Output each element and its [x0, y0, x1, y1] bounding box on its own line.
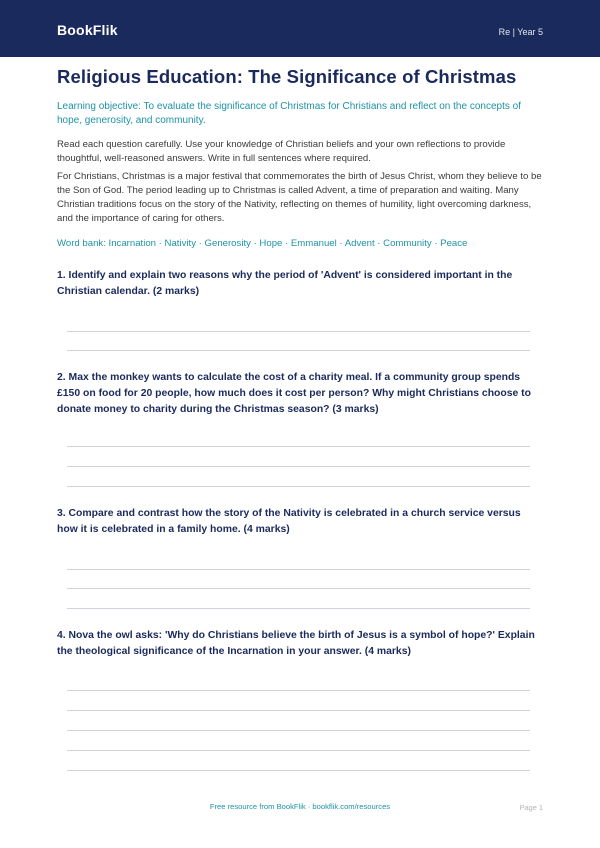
- header-bar: [0, 0, 600, 57]
- answer-line[interactable]: [67, 466, 530, 467]
- subject-year: Re | Year 5: [498, 27, 543, 37]
- answer-line[interactable]: [67, 750, 530, 751]
- question-3: 3. Compare and contrast how the story of the Nativity is celebrated in a church service versus how it is celebrated in a family home. (4 marks): [57, 508, 521, 535]
- answer-line[interactable]: [67, 730, 530, 731]
- question-2: 2. Max the monkey wants to calculate the cost of a charity meal. If a community group spends £150 on food for 20 people, how much does it cost per person? Why might Christians choose to donate money to charity during the Christmas season? (3 marks): [57, 372, 531, 415]
- answer-line[interactable]: [67, 710, 530, 711]
- page-title: Religious Education: The Significance of Christmas: [57, 66, 517, 87]
- word-bank: Word bank: Incarnation · Nativity · Generosity · Hope · Emmanuel · Advent · Community · Peace: [57, 238, 468, 249]
- answer-line[interactable]: [67, 569, 530, 570]
- answer-line[interactable]: [67, 331, 530, 332]
- question-4: 4. Nova the owl asks: 'Why do Christians believe the birth of Jesus is a symbol of hope?' Explain the theological significance of the Incarnation in your answer. (4 marks): [57, 630, 535, 657]
- answer-line[interactable]: [67, 608, 530, 609]
- instructions: Read each question carefully. Use your knowledge of Christian beliefs and your own reflections to provide thoughtful, well-reasoned answers. Write in full sentences where required.: [57, 139, 506, 164]
- answer-line[interactable]: [67, 350, 530, 351]
- question-1: 1. Identify and explain two reasons why the period of 'Advent' is considered important in the Christian calendar. (2 marks): [57, 270, 513, 297]
- answer-line[interactable]: [67, 690, 530, 691]
- context-paragraph: For Christians, Christmas is a major festival that commemorates the birth of Jesus Christ, whom they believe to be the Son of God. The period leading up to Christmas is called Advent, a time of preparation and waiting. Many Christian traditions focus on the story of the Nativity, reflecting on themes of humility, light overcoming darkness, and the importance of caring for others.: [57, 171, 542, 224]
- page-number: Page 1: [519, 803, 543, 812]
- footer-link[interactable]: Free resource from BookFlik · bookflik.com/resources: [209, 802, 391, 811]
- answer-line[interactable]: [67, 588, 530, 589]
- learning-objective: Learning objective: To evaluate the significance of Christmas for Christians and reflect on the concepts of hope, generosity, and community.: [57, 101, 521, 126]
- answer-line[interactable]: [67, 446, 530, 447]
- answer-line[interactable]: [67, 486, 530, 487]
- brand-logo: BookFlik: [57, 22, 118, 38]
- answer-line[interactable]: [67, 770, 530, 771]
